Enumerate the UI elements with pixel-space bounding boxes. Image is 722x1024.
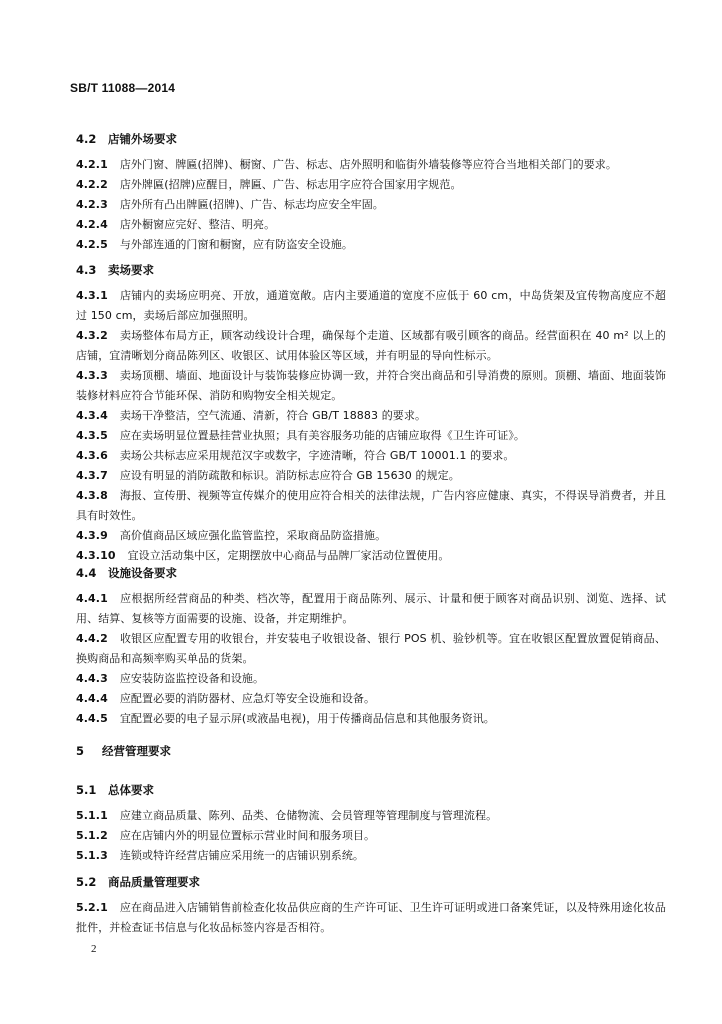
section-heading: 4.3 卖场要求 (76, 263, 154, 277)
clause: 4.4.5 宜配置必要的电子显示屏(或液晶电视)，用于传播商品信息和其他服务资讯。 (76, 712, 495, 725)
clause: 4.2.1 店外门窗、牌匾(招牌)、橱窗、广告、标志、店外照明和临街外墙装修等应符合当地相关部门的要求。 (76, 158, 618, 171)
section-5-2 (76, 873, 666, 891)
clause: 4.3.3 卖场顶棚、墙面、地面设计与装饰装修应协调一致，并符合突出商品和引导消费的原则。顶棚、墙面、地面装饰装修材料应符合节能环保、消防和购物安全相关规定。 (76, 369, 666, 402)
clause: 4.4.2 收银区应配置专用的收银台，并安装电子收银设备、银行 POS 机、验钞机等。宜在收银区配置放置促销商品、换购商品和高频率购买单品的货架。 (76, 632, 666, 665)
section-5 (76, 742, 666, 760)
clause: 5.1.2 应在店铺内外的明显位置标示营业时间和服务项目。 (76, 829, 376, 842)
clause: 4.4.4 应配置必要的消防器材、应急灯等安全设施和设备。 (76, 692, 376, 705)
section-5-2-items (76, 898, 666, 938)
section-4-3-items (76, 286, 666, 566)
clause: 4.3.6 卖场公共标志应采用规范汉字或数字，字迹清晰，符合 GB/T 10001.1 的要求。 (76, 449, 515, 462)
standard-number: SB/T 11088—2014 (70, 81, 176, 95)
clause: 4.2.2 店外牌匾(招牌)应醒目，牌匾、广告、标志用字应符合国家用字规范。 (76, 178, 462, 191)
clause: 4.3.2 卖场整体布局方正，顾客动线设计合理，确保每个走道、区域都有吸引顾客的商品。经营面积在 40 m² 以上的店铺，宜清晰划分商品陈列区、收银区、试用体验区等区域，并有明显的导向性标示。 (76, 329, 666, 362)
section-5-1 (76, 781, 666, 799)
clause: 4.2.5 与外部连通的门窗和橱窗，应有防盗安全设施。 (76, 238, 353, 251)
clause: 4.3.7 应设有明显的消防疏散和标识。消防标志应符合 GB 15630 的规定。 (76, 469, 460, 482)
section-4-2-items (76, 155, 666, 255)
clause: 4.4.3 应安装防盗监控设备和设施。 (76, 672, 265, 685)
clause: 4.2.3 店外所有凸出牌匾(招牌)、广告、标志均应安全牢固。 (76, 198, 384, 211)
clause: 4.3.4 卖场干净整洁，空气流通、清新，符合 GB/T 18883 的要求。 (76, 409, 427, 422)
clause: 4.3.1 店铺内的卖场应明亮、开放，通道宽敞。店内主要通道的宽度不应低于 60 cm，中岛货架及宜传物高度应不超过 150 cm，卖场后部应加强照明。 (76, 289, 666, 322)
section-5-1-items (76, 806, 666, 866)
clause: 4.3.9 高价值商品区域应强化监管监控，采取商品防盗措施。 (76, 529, 387, 542)
clause: 5.2.1 应在商品进入店铺销售前检查化妆品供应商的生产许可证、卫生许可证明或进口备案凭证，以及特殊用途化妆品批件，并检查证书信息与化妆品标签内容是否相符。 (76, 901, 666, 934)
clause: 4.2.4 店外橱窗应完好、整洁、明亮。 (76, 218, 276, 231)
section-heading: 4.4 设施设备要求 (76, 566, 177, 580)
section-heading: 4.2 店铺外场要求 (76, 132, 177, 146)
section-4-2 (76, 130, 666, 148)
clause: 5.1.1 应建立商品质量、陈列、品类、仓储物流、会员管理等管理制度与管理流程。 (76, 809, 498, 822)
section-4-4-items (76, 589, 666, 729)
chapter-heading: 5 经营管理要求 (76, 744, 171, 758)
clause: 4.4.1 应根据所经营商品的种类、档次等，配置用于商品陈列、展示、计量和便于顾客对商品识别、浏览、选择、试用、结算、复核等方面需要的设施、设备，并定期维护。 (76, 592, 666, 625)
section-heading: 5.1 总体要求 (76, 783, 154, 797)
page-number: 2 (91, 943, 97, 955)
clause: 4.3.5 应在卖场明显位置悬挂营业执照；具有美容服务功能的店铺应取得《卫生许可证》。 (76, 429, 526, 442)
clause: 4.3.8 海报、宣传册、视频等宣传媒介的使用应符合相关的法律法规，广告内容应健康、真实，不得误导消费者，并且具有时效性。 (76, 489, 666, 522)
section-heading: 5.2 商品质量管理要求 (76, 875, 200, 889)
clause: 4.3.10 宜设立活动集中区，定期摆放中心商品与品牌厂家活动位置使用。 (76, 549, 450, 562)
clause: 5.1.3 连锁或特许经营店铺应采用统一的店铺识别系统。 (76, 849, 365, 862)
section-4-3 (76, 261, 666, 279)
section-4-4 (76, 564, 666, 582)
